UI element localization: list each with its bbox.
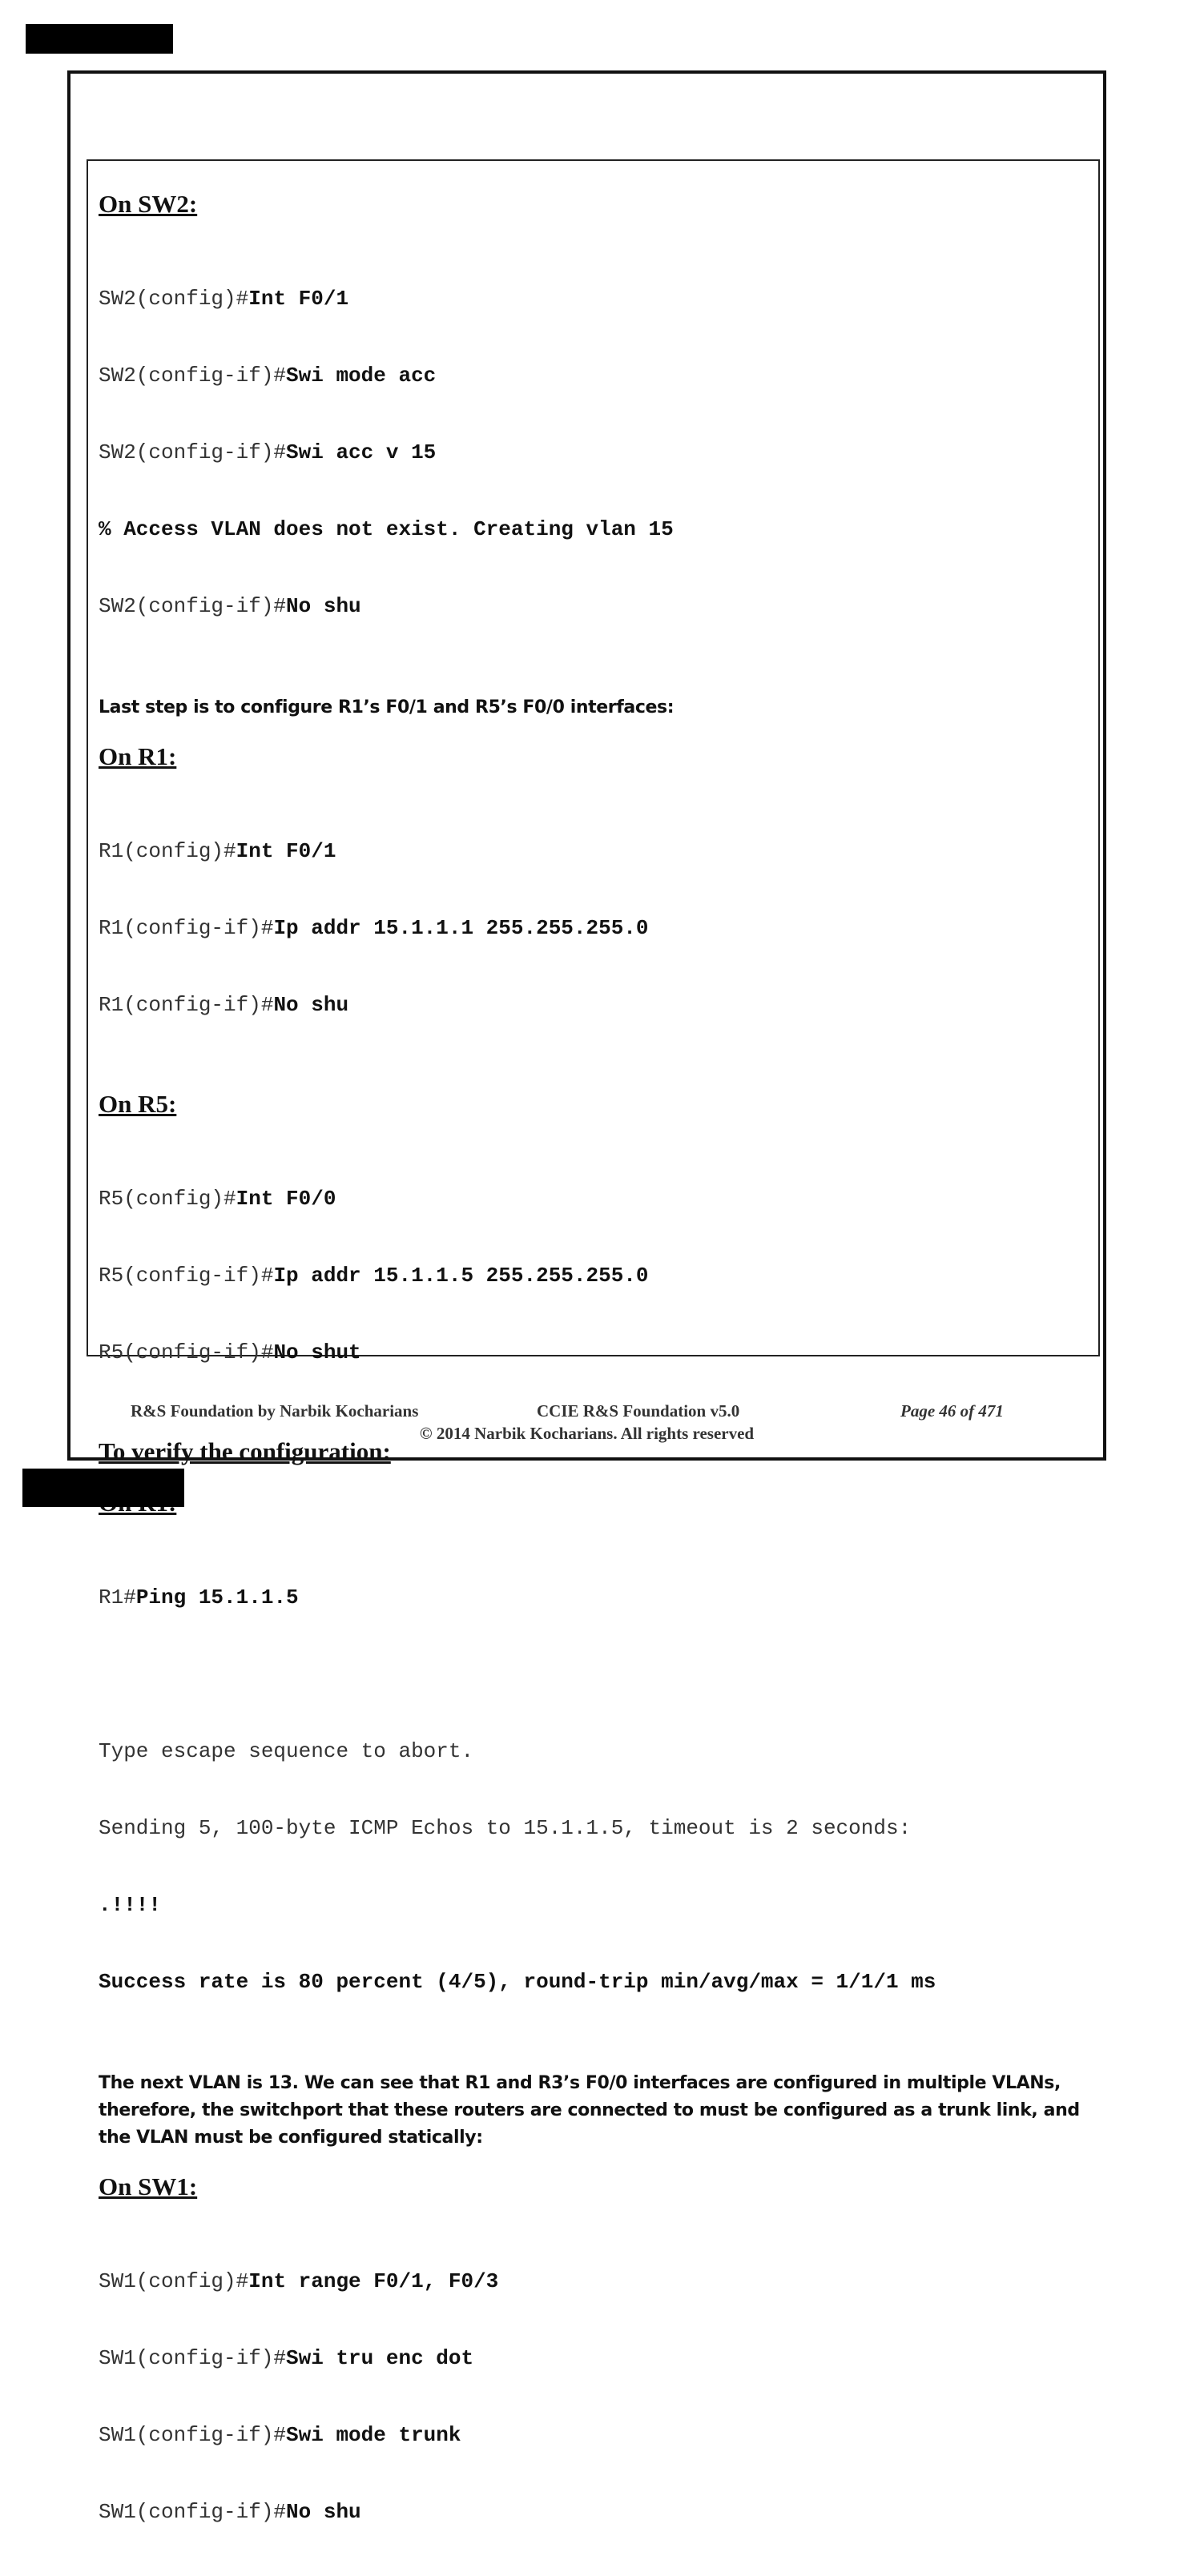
heading-r1-verify [99, 1487, 1089, 1519]
code-line: SW1(config)#Int range F0/1, F0/3 [99, 2269, 499, 2293]
code-line: R5(config)#Int F0/0 [99, 1187, 336, 1211]
code-block-sw2 [99, 235, 1089, 670]
code-line: R1#Ping 15.1.1.5 [99, 1585, 299, 1609]
code-line: R5(config-if)#Ip addr 15.1.1.5 255.255.255.0 [99, 1264, 649, 1288]
code-line: R1(config-if)#Ip addr 15.1.1.1 255.255.255.0 [99, 916, 649, 940]
redaction-bar-bottom [22, 1469, 184, 1507]
heading-r1: On R1: [99, 742, 177, 770]
code-output-line: Success rate is 80 percent (4/5), round-trip min/avg/max = 1/1/1 ms [99, 1970, 936, 1994]
code-line: R1(config-if)#No shu [99, 993, 349, 1017]
heading-r5: On R5: [99, 1090, 177, 1118]
heading-sw2: On SW2: [99, 190, 198, 218]
code-line: SW1(config-if)#Swi mode trunk [99, 2423, 461, 2447]
code-output-line: Sending 5, 100-byte ICMP Echos to 15.1.1.5, timeout is 2 seconds: [99, 1816, 912, 1840]
footer-copyright: © 2014 Narbik Kocharians. All rights reserved [419, 1424, 755, 1443]
footer-book-title: CCIE R&S Foundation v5.0 [537, 1401, 740, 1421]
code-block-r1 [99, 787, 1089, 1069]
code-line: SW2(config)#Int F0/1 [99, 287, 349, 311]
footer-page-number: Page 46 of 471 [900, 1401, 1004, 1421]
code-block-ping [99, 1533, 1089, 2046]
code-block-r5 [99, 1135, 1089, 1417]
code-output-line: Type escape sequence to abort. [99, 1739, 474, 1763]
paragraph-vlan-13: The next VLAN is 13. We can see that R1 and R3’s F0/0 interfaces are configured in multiple VLANs, therefore, the switchport that these routers are connected to must be configured as a trunk link, and the VLAN must be configured statically: [99, 2073, 1080, 2148]
code-block-sw1 [99, 2217, 1089, 2576]
footer-author: R&S Foundation by Narbik Kocharians [131, 1401, 419, 1421]
code-line: R5(config-if)#No shut [99, 1340, 361, 1364]
code-line: R1(config)#Int F0/1 [99, 839, 336, 863]
code-line: SW1(config-if)#Swi tru enc dot [99, 2346, 474, 2370]
code-line: % Access VLAN does not exist. Creating vlan 15 [99, 517, 674, 541]
code-line: SW1(config-if)#No shu [99, 2500, 361, 2524]
code-line: SW2(config-if)#Swi acc v 15 [99, 440, 437, 464]
code-output-line: .!!!! [99, 1893, 162, 1917]
heading-verify: To verify the configuration: [99, 1437, 391, 1465]
paragraph-intro-interfaces: Last step is to configure R1’s F0/1 and R5’s F0/0 interfaces: [99, 697, 675, 717]
redaction-bar-top [26, 24, 173, 54]
heading-sw1: On SW1: [99, 2172, 198, 2200]
code-line: SW2(config-if)#Swi mode acc [99, 364, 437, 388]
code-line: SW2(config-if)#No shu [99, 594, 361, 618]
